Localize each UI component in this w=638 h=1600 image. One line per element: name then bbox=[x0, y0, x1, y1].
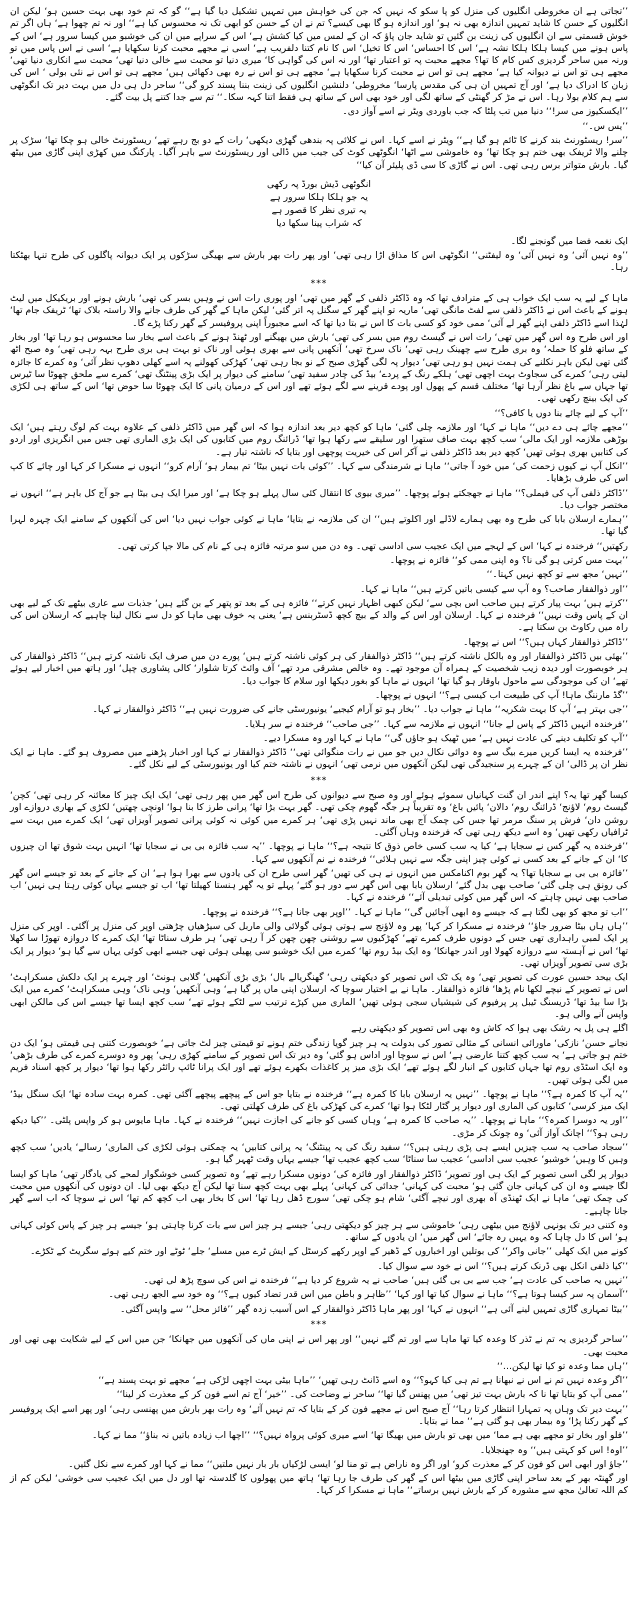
paragraph: ’’ممی آپ کو بتایا تھا نا کہ بارش بہت تیز تھی‘ میں پھنس گیا تھا‘‘ ساحر نے وضاحت کی۔ ’’خیر‘ آج تم اسے فون کر کے معذرت کر لینا‘‘ bbox=[116, 1389, 628, 1401]
paragraph: ’’بہت دیر تک وہاں پہ تمہارا انتظار کرتا رہا‘‘ آج صبح اس نے مجھے فون کر کے بتایا کہ تم نہیں آئے‘ وہ رات بھر بارش میں پھنسی رہی‘ اور پھر اسے ایک پروفیسر کے گھر رکنا پڑا‘ وہ بیمار بھی ہو گئی ہے‘‘ مما نے بتایا۔ bbox=[10, 1403, 628, 1427]
paragraph: ایک نغمہ فضا میں گونجنے لگا۔ bbox=[510, 235, 628, 247]
paragraph: ’’اوہ! اس کو کہتی ہیں‘‘ وہ جھنجلایا۔ bbox=[479, 1444, 628, 1456]
verse-block bbox=[10, 178, 628, 230]
paragraph: ’’ہاں ہاں بیٹا ضرور جاؤ‘‘ فرخندہ نے مسکرا کر کہا‘ پھر وہ لاؤنج سے ہوتی ہوئی گولائی والی ماربل کی سیڑھیاں چڑھتی اوپر کی منزل پر آگئی۔ اوپر کی منزل پر ایک لمبی راہداری تھی جس کے دونوں طرف کمرے تھے‘ کھڑکیوں سے روشنی چھن چھن کر آ رہی تھی‘ ہر طرف سناٹا تھا‘ ایک کمرے کا دروازہ تھوڑا سا کھلا تھا‘ اس نے آہستہ سے دروازہ کھولا اور اندر جھانکا‘ وہ ایک بیڈ روم تھا‘ کمرے میں ایک خوشبو سی پھیلی ہوئی تھی جیسے ابھی کوئی یہاں سے گیا ہو‘ دیوار پر ایک بڑی سی تصویر آویزاں تھی۔ bbox=[10, 921, 628, 969]
paragraph: ’’اور ذوالفقار صاحب؟ وہ آپ سے کیسی باتیں کرتے ہیں‘‘ ماہا نے کہا۔ bbox=[360, 583, 628, 595]
paragraph: نجانے حسن‘ نازکی‘ ماورائی انسانی کے مثالی تصور کی بدولت یہ ہر چیز گویا زندگی ختم ہونے تو قیمتی چیز لٹ جاتی ہے‘ خوبصورت کتنی ہی قیمتی ہو‘ ایک دن ختم ہو جاتی ہے‘ یہ سب کچھ کتنا عارضی ہے‘ اس نے سوچا اور اداس ہو گئی‘ وہ دیر تک اس تصویر کے سامنے کھڑی رہی‘ پھر وہ دوسرے کمرے کی طرف بڑھی‘ وہ ایک اسٹڈی روم تھا جہاں کتابوں کے انبار لگے ہوئے تھے‘ ایک بڑی میز پر کاغذات بکھرے ہوئے تھے اور ایک پرانا ٹائپ رائٹر رکھا ہوا تھا‘ دیوار پر کچھ اسناد فریم میں لگی ہوئی تھیں۔ bbox=[10, 1037, 628, 1086]
paragraph: ’’اب تو مجھ کو بھی لگتا ہے کہ جیسے وہ ابھی آجائیں گی‘‘ ماہا نے کہا۔ ’’اوپر بھی جانا ہے؟‘‘ فرخندہ نے پوچھا۔ bbox=[201, 906, 628, 918]
paragraph: ایک بیحد حسین عورت کی تصویر تھی‘ وہ یک ٹک اس تصویر کو دیکھتی رہی‘ گھنگریالے بال‘ بڑی بڑی آنکھیں‘ گلابی ہونٹ‘ اور چہرے پر ایک دلکش مسکراہٹ‘ اس نے تصویر کے نیچے لکھا نام پڑھا‘ فائزہ ذوالفقار۔ ماہا نے بے اختیار سوچا کہ ارسلان اپنی ماں پر گیا ہے‘ وہی آنکھیں‘ وہی ناک‘ وہی مسکراہٹ‘ کمرے میں ایک بڑا سا بیڈ تھا‘ ڈریسنگ ٹیبل پر پرفیوم کی شیشیاں سجی ہوئی تھیں‘ الماری میں کپڑے ترتیب سے لٹکے ہوئے تھے‘ سب کچھ ایسا تھا جیسے اس کی مالکن ابھی واپس آنے والی ہو۔ bbox=[10, 972, 628, 1021]
section-separator: *** bbox=[310, 774, 328, 786]
paragraph: ’’آسمان پہ سر کیسا ہوتا ہے؟‘‘ ماہا نے سوال کیا تھا اور کہا‘ ’’ظاہر و باطن میں اس قدر تضاد کیوں ہے؟‘‘ وہ خود سے الجھ رہی تھی۔ bbox=[108, 1289, 628, 1301]
section-ring-monologue bbox=[10, 6, 628, 104]
paragraph: ’’جی بہتر ہے‘ آپ کا بہت شکریہ‘‘ ماہا نے جواب دیا۔ ’’بخار ہو تو آرام کیجیے‘ یونیورسٹی جانے کی ضرورت نہیں ہے‘‘ ڈاکٹر ذوالفقار نے کہا۔ bbox=[92, 704, 628, 716]
paragraph: ’’یس س۔‘‘ bbox=[582, 120, 628, 132]
paragraph: ’’ڈاکٹر ذوالفقار کہاں ہیں؟‘‘ اس نے پوچھا۔ bbox=[463, 636, 628, 648]
paragraph: ’’فائزہ بی بی بے سجایا تھا؟ یہ گھر بوم اکنامکس میں انہوں نے ہی کی تھیں‘ گھر اسی طرح ان کی یادوں سے بھرا ہوا ہے‘ ان کے جانے کے بعد تو جیسے اس گھر کی رونق ہی چلی گئی‘ صاحب بھی بدل گئے‘ ارسلان بابا بھی اس گھر سے دور ہو گئے‘ پہلے تو یہ گھر ہنستا کھیلتا تھا‘ اب تو جیسے یہاں کوئی رہتا ہی نہیں‘ اب صاحب بھی نہیں چاہتے کہ اس گھر میں کوئی تبدیلی آئے‘‘ فرخندہ نے کہا۔ bbox=[10, 867, 628, 904]
paragraph: ’’جاؤ اور ابھی اس کو فون کر کے معذرت کرو‘ اور اگر وہ ناراض ہے تو منا لو‘ ایسی لڑکیاں بار بار نہیں ملتیں‘‘ مما نے کہا اور کمرے سے نکل گئیں۔ bbox=[68, 1458, 628, 1470]
paragraph: کیسا گھر تھا یہ؟ اپنے اندر ان گنت کہانیاں سموئے ہوئے اور وہ صبح سے دیوانوں کی طرح اس گھر میں پھر رہی تھی‘ ایک ایک چیز کا معائنہ کر رہی تھی‘ کچن‘ گیسٹ روم‘ لاؤنج‘ ڈرائنگ روم‘ دالان‘ پائیں باغ‘ وہ تقریباً ہر جگہ گھوم چکی تھی۔ گھر بہت بڑا تھا‘ پرانی طرز کا بنا ہوا‘ اونچی چھتیں‘ لکڑی کے بھاری دروازے اور روشن دان‘ فرش پر سنگ مرمر تھا جس کی چمک آج بھی ماند نہیں پڑی تھی‘ ہر کمرے میں کوئی نہ کوئی پرانی تصویر آویزاں تھی‘ ایک کمرے میں بہت سے ٹرافیاں رکھی تھیں‘ وہ اسے دیکھ رہی تھی کہ فرخندہ وہاں آگئی۔ bbox=[10, 790, 628, 838]
paragraph: ’’فرخندہ انہیں ڈاکٹر کے پاس لے جانا‘‘ انہوں نے ملازمہ سے کہا۔ ’’جی صاحب‘‘ فرخندہ نے سر ہلایا۔ bbox=[244, 718, 628, 730]
paragraph: اور اس طرح وہ اس گھر میں تھی‘ رات اس نے گیسٹ روم میں بسر کی تھی‘ بارش میں بھیگنے اور ٹھنڈ ہونے کے باعث اسے بخار سا محسوس ہو رہا تھا‘ اور بخار کے ساتھ فلو کا حملہ‘ وہ بری طرح سے چھینک رہی تھی‘ ناک سرخ تھی‘ آنکھیں پانی سے بھری ہوئی اور ناک تو بہت ہی بری طرح بہہ رہی تھی‘ وہ صبح اٹھ گئی تھی لیکن باہر نکلنے کی ہمت نہیں ہو رہی تھی‘ دیوار پہ لگی گھڑی صبح کے نو بجا رہی تھی‘ کھڑکی کھولنے پہ اسے کھلی دھوپ نظر آئی‘ وہ کمرے کا جائزہ لیتی رہی‘ کمرے کی سجاوٹ بہت اچھی تھی‘ ہلکے رنگ کے پردے‘ بیڈ کی چادر سفید تھی‘ سامنے کی دیوار پر ایک بڑی پینٹنگ تھی‘ کمرے سے ملحق چھوٹا سا ٹیرس تھا جہاں سے باغ نظر آرہا تھا‘ مختلف قسم کے پھول اور پودے قرینے سے لگے ہوئے تھے اور اس کے درمیان پانی کا ایک چھوٹا سا حوض تھا‘ اس کے ساتھ ہی لکڑی کی ایک بینچ رکھی تھی۔ bbox=[10, 331, 628, 405]
paragraph: ’’بھئی بیں ڈاکٹر ذوالفقار اور وہ بالکل ناشتہ کرتے ہیں‘‘ ڈاکٹر ذوالفقار کی ہر کوئی ناشتہ کرتے ہیں‘ پورے دن میں صرف ایک ناشتہ کرتے ہیں‘‘ ڈاکٹر ذوالفقار کی ہر خوبصورت اور دیدہ زیب شخصیت کے ہمراہ آن موجود تھے۔ وہ خالص مشرقی مرد تھے‘ آف وائٹ کرتا شلوار‘ کالی پشاوری چپل‘ اور ہاتھ میں اخبار لیے ہوئے تھے‘ ان کی موجودگی سے ماحول باوقار ہو گیا تھا‘ انہوں نے ماہا کو بغور دیکھا اور سلام کا جواب دیا۔ bbox=[10, 651, 628, 687]
paragraph: ’’سجاد صاحب یہ سب چیزیں ایسے ہی پڑی رہتی ہیں؟‘‘ سفید رنگ کی یہ پینٹنگ‘ یہ پرانی کتابیں‘ یہ چمکتی ہوئی لکڑی کی الماری‘ رسالے‘ یادیں‘ سب کچھ وہیں کا وہیں‘ خوشبو‘ عجیب سی اداسی‘ عجیب سا سناٹا‘ سب کچھ عجیب تھا‘ جیسے یہاں وقت ٹھہر گیا ہو۔ bbox=[10, 1142, 628, 1166]
paragraph: ’’نہیں یہ صاحب کی عادت ہے‘ جب سے بی بی گئی ہیں‘ صاحب نے یہ شروع کر دیا ہے‘‘ فرخندہ نے اس کی سوچ پڑھ لی تھی۔ bbox=[143, 1275, 628, 1287]
section-song bbox=[10, 236, 628, 275]
paragraph: ’’آپ کے لیے چائے بنا دوں یا کافی؟‘‘ bbox=[494, 407, 628, 419]
paragraph: ’’ہمارے ارسلان بابا کی طرح وہ بھی ہمارے لاڈلے اور اکلوتے ہیں‘‘ ان کی ملازمہ نے بتایا‘ ماہا نے کوئی جواب نہیں دیا‘ اس کی آنکھوں کے سامنے ایک چہرہ لہرا گیا تھا۔ bbox=[10, 514, 628, 538]
paragraph: ’’فلو اور بخار تو مجھے بھی ہے مما‘ میں بھی تو بارش میں بھیگا تھا‘ اسے میری کوئی پرواہ نہیں؟‘‘ ’’اچھا اب زیادہ باتیں نہ بناؤ‘‘ مما نے کہا۔ bbox=[92, 1430, 628, 1442]
section-restaurant bbox=[10, 106, 628, 171]
paragraph: ’’آپ کو تکلیف دینے کی عادت نہیں ہے‘ میں ٹھیک ہو جاؤں گی‘‘ ماہا نے کہا اور وہ مسکرا دیے۔ bbox=[263, 732, 628, 744]
paragraph: ’’گڈ مارننگ ماہا! آپ کی طبیعت اب کیسی ہے؟‘‘ انہوں نے پوچھا۔ bbox=[374, 689, 628, 701]
paragraph: ’’اگر وعدہ نہیں تم نے اس نے نبھانا ہے تم ہی کیا کہو؟‘‘ وہ اسے ڈانٹ رہی تھیں‘ ’’ماہا بیٹی بہت اچھی لڑکی ہے‘ مجھے تو بہت پسند ہے‘‘ bbox=[98, 1375, 628, 1387]
paragraph: ماہا کے لیے یہ سب ایک خواب ہی کے مترادف تھا کہ وہ ڈاکٹر ذلفی کے گھر میں تھی‘ اور پوری رات اس نے وہیں بسر کی تھی‘ بارش ہونے اور بریکیکل میں لیٹ ہونے کے باعث اس نے ڈاکٹر ذلفی سے لفٹ مانگی تھی‘ ماریہ تو اپنے گھر کے سگنل پہ اتر گئی‘ لیکن ماہا کے گھر کی طرف جانے والا راستہ بلاک تھا‘ ٹریفک جام تھا‘ لہٰذا اسے ڈاکٹر ذلفی اپنے گھر لے آئی‘ ممی خود کو کسی بات کا اس نے بتا دیا تھا کہ اسے مجبوراً اپنی پروفیسر کے گھر رکنا پڑے گا۔ bbox=[10, 293, 628, 329]
paragraph: ’’بہت مس کرتی ہو گی نا؟ وہ اپنی ممی کو‘‘ فائزہ نے پوچھا۔ bbox=[389, 554, 628, 566]
paragraph: دیوار پر لگی اسی تصویر کے ایک ہی اور تصویر‘ ڈاکٹر ذوالفقار اور فائزہ کی‘ دونوں مسکرا رہے تھے‘ وہ تصویر کسی خوشگوار لمحے کی یادگار تھی‘ ماہا کو ایسا لگا جیسے وہ ان کی کہانی جان گئی ہو‘ محبت کی کہانی‘ جدائی کی کہانی‘ پہلے بھی بہت کچھ سنا تھا لیکن آج دیکھ بھی لیا۔ ان دونوں کی آنکھوں میں محبت کی چمک تھی‘ ماہا نے ایک ٹھنڈی آہ بھری اور نیچے آگئی‘ شام ہو چکی تھی‘ سورج ڈھل رہا تھا‘ اس کا بخار بھی اب کچھ کم تھا‘ اس نے سوچا کہ اب اسے گھر جانا چاہیے۔ bbox=[10, 1168, 628, 1217]
paragraph: اگلے ہی پل یہ رشک بھی ہوا کہ کاش وہ بھی اس تصویر کو دیکھتی رہے bbox=[351, 1023, 628, 1035]
paragraph: ’’سر! ریسٹورنٹ بند کرنے کا ٹائم ہو گیا ہے‘‘ ویٹر نے اسے کہا۔ اس نے کلائی پہ بندھی گھڑی دیکھی‘ رات کے دو بج رہے تھے‘ ریسٹورنٹ خالی ہو چکا تھا‘ سڑک پر چلنے والا ٹریفک بھی ختم ہو چکا تھا‘ وہ خاموشی سے اٹھا‘ انگوٹھی کوٹ کی جیب میں ڈالی اور ریسٹورنٹ سے باہر آگیا۔ پارکنگ میں کھڑی اپنی گاڑی میں بیٹھ گیا۔ بارش متواتر برس رہی تھی۔ اس نے گاڑی کا سی ڈی پلیئر آن کیا‘‘ bbox=[10, 134, 628, 171]
paragraph: ’’ایکسکیوز می سر!‘‘ دنیا میں تب پلٹا کہ جب باوردی ویٹر نے اسے آواز دی۔ bbox=[342, 106, 628, 118]
paragraph: ’’بیٹا تمہاری گاڑی تمہیں لینے آئی ہے‘‘ انہوں نے کہا‘ اور پھر ماہا ڈاکٹر ذوالفقار کے اس آسیب زدہ گھر ’’فائز محل‘‘ سے واپس آگئی۔ bbox=[120, 1303, 628, 1315]
verse-line: یہ جو ہلکا ہلکا سرور ہے bbox=[270, 191, 368, 203]
paragraph: اور گھنٹہ بھر کے بعد ساحر اپنی گاڑی میں بیٹھا اس کے گھر کی طرف جا رہا تھا‘ ہاتھ میں پھولوں کا گلدستہ تھا اور دل میں ایک عجیب سی خوشی‘ لیکن کم از کم اللہ تعالیٰ مجھ سے مشورہ کر کے بارش نہیں برساتے‘‘ ماہا نے مسکرا کر کہا۔ bbox=[10, 1473, 628, 1497]
verse-line: یہ تیری نظر کا قصور ہے bbox=[271, 204, 367, 216]
paragraph: رکھتیں‘‘ فرخندہ نے کہا‘ اس کے لہجے میں ایک عجیب سی اداسی تھی۔ وہ دن میں سو مرتبہ فائزہ ہی کے نام کی مالا جپا کرتی تھی۔ bbox=[116, 540, 628, 552]
paragraph: ’’یہ آپ کا کمرہ ہے؟‘‘ ماہا نے پوچھا۔ ’’نہیں یہ ارسلان بابا کا کمرہ ہے‘‘ فرخندہ نے بتایا جو اس کے پیچھے پیچھے آگئی تھی۔ کمرہ بہت سادہ تھا‘ ایک سنگل بیڈ‘ ایک میز کرسی‘ کتابوں کی الماری اور دیوار پر گٹار لٹکا ہوا تھا‘ کمرے کی کھڑکی باغ کی طرف کھلتی تھی۔ bbox=[10, 1088, 628, 1113]
section-breakfast bbox=[10, 541, 628, 772]
verse-line: کہ شراب پینا سکھا دیا bbox=[276, 217, 362, 229]
paragraph: ’’ڈاکٹر ذلفی آپ کی فیملی؟‘‘ ماہا نے جھجکتے ہوئے پوچھا۔ ’’میری بیوی کا انتقال کئی سال پہلے ہو چکا ہے‘ اور میرا ایک ہی بیٹا ہے جو آج کل باہر ہے‘‘ انہوں نے مختصر جواب دیا۔ bbox=[10, 487, 628, 511]
verse-line: انگوٹھی ڈیش بورڈ پہ رکھی bbox=[267, 178, 371, 190]
paragraph: ’’نہیں‘ مجھ سے تو کچھ نہیں کہتا۔‘‘ bbox=[486, 569, 628, 581]
section-house-tour bbox=[10, 790, 628, 1316]
paragraph: ’’مجھے چائے ہی دے دیں‘‘ ماہا نے کہا‘ اور ملازمہ چلی گئی‘ ماہا کو کچھ دیر بعد اندازہ ہوا کہ اس گھر میں ڈاکٹر ذلفی کے علاوہ بہت کم لوگ رہتے ہیں‘ ایک بوڑھی ملازمہ اور ایک مالی‘ سب کچھ بہت صاف ستھرا اور سلیقے سے رکھا ہوا تھا‘ ڈرائنگ روم میں کتابوں کی ایک بڑی الماری تھی جس میں انگریزی اور اردو کی کتابیں بھری ہوئی تھیں‘ کچھ دیر بعد ڈاکٹر ذلفی نے آکر اس کی خیریت پوچھی اور بتایا کہ ناشتہ تیار ہے۔ bbox=[10, 422, 628, 458]
section-separator: *** bbox=[310, 1318, 328, 1330]
paragraph: ’’کرتے ہیں‘ بہت پیار کرتے ہیں صاحب اس بچی سے‘ لیکن کبھی اظہار نہیں کرتے‘‘ فائزہ ہی کے بعد تو پتھر کے بن گئے ہیں‘ جذبات سے عاری بیٹھے تک کے لیے بھی ان کے پاس وقت نہیں‘‘ فرخندہ نے کہا۔ ارسلان اور اس کے والد کے بیچ کچھ ڈسٹربنس ہے‘ یعنی یہ خوف بھی ماہا کو دل سے نکال لینا چاہیے کہ ارسلان اس کی راہ میں رکاوٹ بن سکتا ہے۔ bbox=[10, 597, 628, 634]
paragraph: ’’ساحر گردیزی یہ تم نے ٹذر کا وعدہ کیا تھا ماہا سے اور تم گئے نہیں‘‘ اور پھر اس نے اپنی ماں کی آنکھوں میں جھانکا‘ جن میں اس کے لیے شکایت بھی تھی اور محبت بھی۔ bbox=[10, 1334, 628, 1358]
paragraph: ’’فرخندہ یہ گھر کس نے سجایا ہے‘ کیا یہ سب کسی خاص ذوق کا نتیجہ ہے؟‘‘ ماہا نے پوچھا۔ ’’یہ سب فائزہ بی بی نے سجایا تھا‘ انہیں بہت شوق تھا ان چیزوں کا‘ ان کے جانے کے بعد کسی نے کوئی چیز اپنی جگہ سے نہیں ہلائی‘‘ فرخندہ نے نم آنکھوں سے کہا۔ bbox=[10, 841, 628, 865]
paragraph: ’’فرخندہ یہ ایسا کریں میرے بیگ سے وہ دوائی نکال دیں جو میں نے رات منگوائی تھی‘‘ ڈاکٹر ذوالفقار نے کہا اور اخبار پڑھنے میں مصروف ہو گئے۔ ماہا نے ایک نظر ان پر ڈالی‘ ان کے چہرے پر سنجیدگی تھی لیکن آنکھوں میں نرمی تھی‘ انہوں نے ناشتہ ختم کیا اور یونیورسٹی کے لیے نکل گئے۔ bbox=[10, 747, 628, 771]
paragraph: ’’تجاتی ہے ان مخروطی انگلیوں کی منزل کو پا سکو کہ نہیں کہ جن کی خواہش میں تمہیں تشکیل دیا گیا ہے‘‘ گو کہ تم خود بھی بہت حسین ہو‘ لیکن ان انگلیوں کے حسن کا شاید تمہیں اندازہ بھی نہ ہو‘ اور اندازہ ہو گا بھی کیسے؟ تم نے ان کے حسن کو ابھی تک نہ محسوس کیا ہے‘‘ اور نہ تم چھوا ہے‘ ہاں اگر تم خوش قسمتی سے ان انگلیوں کی زینت بن گئیں تو شاید جان پاؤ کہ ان کے لمس میں کیا کشش ہے‘ اس کے سراپے میں ان کی خوشبو میں کیسا سرور ہے‘ اس کے پاس ہونے میں کیسا ہلکا ہلکا نشہ ہے‘ اس کا احساس‘ اس کا تخیل‘ اس کا نام کتنا دلفریب ہے‘ اسی نے مجھے محبت کرنا سکھایا ہے‘ اسی نے اس پاس میں تو ورنہ میں ساحر گردیزی کس کام کا تھا؟ مجھے محبت پہ تو اعتبار تھا‘ اور نہ اس کی گواہی کا‘ میری دنیا تو محبت سے خالی دنیا تھی‘ محبت سے انکاری دنیا تھی‘ مجھے ہی تو اس نے دیوانہ کیا ہے‘ مجھے ہی تو اس نے محبت کرنا سکھایا ہے‘ مجھے ہی تو اس نے رہ بھی دکھائی ہیں‘ مجھے ہی تو اس نے نئی بولی ‘ اس کی زبان کا ادراک دیا ہے‘ اور آج تمہیں ان ہی کی مقدس پارسا‘ مخروطی‘ دلنشین انگلیوں کی زینت بننا پسند کرو گی‘‘ ساحر دل ہی دل میں بہت دیر تک انگوٹھی سے ہم کلام بولا رہا۔ اس نے مڑ کر گھنٹی کے ساتھ لگی اور خود بھی اس کے ساتھ ہی فقط اتنا کہہ سکا۔‘‘ تم سے جدا کتنے پل بیت گئے۔ bbox=[10, 6, 628, 104]
section-separator: *** bbox=[310, 277, 328, 289]
paragraph: ’’اور یہ دوسرا کمرہ؟‘‘ ماہا نے پوچھا۔ ’’یہ صاحب کا کمرہ ہے‘ وہاں کسی کو جانے کی اجازت نہیں‘‘ فرخندہ نے کہا۔ ماہا مایوس ہو کر واپس پلٹی۔ ’’کیا دیکھ رہی ہو؟‘‘ اچانک آواز آئی‘ وہ چونک کر مڑی۔ bbox=[10, 1115, 628, 1139]
paragraph: ’’ہاں مما وعدہ تو کیا تھا لیکن…‘‘ bbox=[497, 1360, 628, 1372]
paragraph: ’’کیا ذلفی انکل بھی ڈرنک کرتے ہیں؟‘‘ اس نے خود سے سوال کیا۔ bbox=[377, 1260, 628, 1272]
paragraph: وہ کتنی دیر تک یونہی لاؤنج میں بیٹھی رہی‘ خاموشی سے ہر چیز کو دیکھتی رہی‘ جیسے ہر چیز اس سے بات کرنا چاہتی ہو‘ جیسے ہر چیز کے پاس کوئی کہانی ہو‘ اس کا دل چاہا کہ وہ یہیں رہ جائے‘ اس گھر میں‘ ان یادوں کے ساتھ۔ bbox=[10, 1219, 628, 1244]
section-professor-house bbox=[10, 293, 628, 539]
paragraph: ’’وہ نہیں آئی‘ وہ نہیں آئی‘ وہ لیفٹنی‘‘ انگوٹھی اس کا مذاق اڑا رہی تھی‘ اور پھر رات بھر بارش سے بھیگی سڑکوں پر ایک دیوانہ پاگلوں کی طرح تنہا بھٹکتا رہا۔ bbox=[10, 250, 628, 274]
paragraph: کونے میں ایک کھلی ’’جانی واکر‘‘ کی بوتلیں اور اخباروں کے ڈھیر کے اوپر رکھے کرسٹل کے ایش ٹرے میں مسلے‘ جلے‘ ٹوٹے اور ختم کیے ہوئے سگریٹ کے ٹکڑے۔ bbox=[30, 1246, 628, 1258]
section-sahir-mother bbox=[10, 1334, 628, 1498]
paragraph: ’’انکل آپ نے کیوں زحمت کی‘ میں خود آ جاتی‘‘ ماہا نے شرمندگی سے کہا۔ ’’کوئی بات نہیں بیٹا‘ تم بیمار ہو‘ آرام کرو‘‘ انہوں نے مسکرا کر کہا اور چائے کا کپ اس کی طرف بڑھایا۔ bbox=[10, 460, 628, 485]
